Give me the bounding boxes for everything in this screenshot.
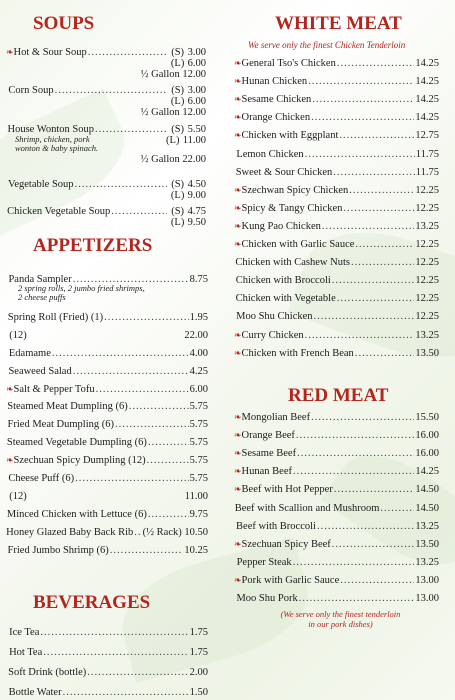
item-name: Chicken with French Bean [241,347,354,359]
menu-item-row [234,147,439,162]
item-price: 14.50 [415,484,439,496]
menu-item-row [234,309,439,324]
leader-dots [351,255,414,270]
item-name: House Wonton Soup [7,123,94,135]
leader-dots [333,165,415,180]
menu-item-row [6,188,206,203]
item-price: 4.25 [189,365,208,377]
item-price: 12.25 [415,293,439,305]
menu-item-row [6,489,208,504]
menu-item-row [6,328,208,343]
item-price: 4.50 [187,179,206,191]
leader-dots [110,543,184,558]
chili-pepper-icon: ❧ [234,58,242,68]
item-name: Sweet & Sour Chicken [235,166,333,178]
item-name: Chicken Vegetable Soup [7,205,111,217]
menu-item-row [234,56,439,71]
item-size: (L) [170,190,185,201]
item-size: (S) [171,205,185,217]
menu-item-row [6,525,208,540]
menu-item-row [234,219,439,234]
item-price: 11.00 [182,134,206,146]
item-price: 14.25 [415,58,439,69]
menu-item-row [234,255,439,270]
item-name: Beef with Hot Pepper [241,484,333,496]
item-price: 16.00 [415,448,439,460]
item-price: 6.00 [187,57,206,69]
item-name: Steamed Vegetable Dumpling (6) [6,437,147,449]
pork-note: (We serve only the finest tenderloin in our pork dishes) [280,609,401,629]
item-price: 13.50 [415,347,439,359]
menu-item-row [6,507,208,522]
chili-pepper-icon: ❧ [234,466,242,477]
sampler-description: 2 spring rolls, 2 jumbo fried shrimps, 2 cheese puffs [18,283,145,302]
item-price: 11.75 [415,166,439,178]
item-price: 6.00 [187,96,206,108]
item-price: 13.25 [415,329,439,341]
beverages-heading: BEVERAGES [33,592,151,613]
menu-item-row [6,685,208,700]
leader-dots [75,471,189,486]
item-name: Szechuan Spicy Dumpling (12) [13,455,146,467]
item-price: 12.25 [415,239,439,250]
menu-item-row [6,625,208,640]
menu-item-row [234,92,439,107]
leader-dots [134,525,141,540]
menu-item-row [6,471,208,486]
leader-dots [293,555,415,570]
item-name: Beef with Scallion and Mushroom [234,502,380,514]
leader-dots [129,399,189,414]
leader-dots [311,110,414,125]
item-price: 12.25 [415,184,439,196]
item-price: 13.00 [415,574,439,586]
chili-pepper-icon: ❧ [234,76,242,87]
item-name: Hunan Beef [241,466,292,478]
item-name: Mongolian Beef [241,412,311,423]
item-price: 13.50 [415,538,439,550]
menu-item-row [6,310,208,325]
item-name: Soft Drink (bottle) [8,667,87,678]
item-price: 5.75 [189,401,208,413]
menu-item-row [6,346,208,361]
menu-item-row [234,428,439,443]
item-name: Curry Chicken [241,329,304,341]
wonton-description: Shrimp, chicken, pork wonton & baby spinach. [15,134,99,153]
menu-item-row [6,364,208,379]
menu-item-row [6,152,206,167]
menu-item-row [234,328,439,343]
leader-dots [334,482,415,497]
item-size: (L) [170,96,185,108]
menu-item-row [234,464,439,479]
item-name: Spring Roll (Fried) (1) [7,311,104,323]
menu-item-row [234,74,439,89]
menu-item-row [234,519,439,534]
item-name: Corn Soup [8,85,54,97]
chili-pepper-icon: ❧ [234,538,242,549]
chili-pepper-icon: ❧ [6,455,14,466]
item-price: 1.75 [189,627,208,638]
item-size: (S) [171,179,185,191]
item-name: General Tso's Chicken [241,58,336,69]
leader-dots [312,92,414,107]
item-price: 1.50 [189,687,208,698]
chili-pepper-icon: ❧ [234,412,242,422]
item-price: ½ Gallon 12.00 [140,107,206,118]
leader-dots [296,428,414,443]
item-size: (L) [170,57,185,69]
menu-item-row [6,382,208,397]
chili-pepper-icon: ❧ [234,239,242,249]
item-price: 9.00 [187,190,206,201]
item-price: 13.25 [415,520,439,532]
item-name: Honey Glazed Baby Back Rib [6,526,134,538]
item-name: Chicken with Vegetable [235,293,336,305]
item-size: (L) [166,134,180,146]
leader-dots [332,273,415,288]
leader-dots [52,346,189,361]
menu-item-row [234,537,439,552]
white-meat-subtitle: We serve only the finest Chicken Tenderloin [248,40,406,50]
item-name: Szechwan Spicy Chicken [241,184,349,196]
leader-dots [355,237,414,252]
item-price: 14.25 [415,112,439,124]
item-name: Fried Jumbo Shrimp (6) [7,544,109,556]
item-price: 12.25 [415,275,439,287]
white-meat-heading: WHITE MEAT [275,13,402,34]
menu-item-row [234,273,439,288]
menu-item-row [234,446,439,461]
item-price: 3.00 [187,47,206,58]
menu-item-row [234,346,439,361]
item-price: 11.00 [184,490,208,502]
item-price: 5.75 [189,455,208,467]
leader-dots [297,446,414,461]
item-name: Chicken with Cashew Nuts [235,257,350,269]
item-name: Pork with Garlic Sauce [241,574,340,586]
chili-pepper-icon: ❧ [234,94,242,105]
item-price: 4.00 [189,347,208,359]
leader-dots [63,685,189,700]
item-name: Szechuan Spicy Beef [241,538,331,550]
item-name: Moo Shu Pork [236,593,298,604]
leader-dots [314,309,415,324]
menu-item-row [234,237,439,252]
item-size: (S) [171,85,185,97]
item-price: 9.50 [187,216,206,228]
item-price: 5.75 [189,437,208,449]
item-name: Spicy & Tangy Chicken [241,202,343,214]
item-name: Chicken with Garlic Sauce [241,239,355,250]
item-size: (L) [170,216,185,228]
leader-dots [73,364,189,379]
menu-item-row [234,165,439,180]
menu-item-row [6,105,206,120]
menu-item-row [234,291,439,306]
item-price: 1.95 [189,311,208,323]
item-price: 16.00 [415,430,439,442]
item-price: 12.25 [415,202,439,214]
item-price: 1.75 [189,647,208,658]
soups-heading: SOUPS [33,13,95,34]
item-price: 12.25 [415,257,439,269]
chili-pepper-icon: ❧ [234,329,242,340]
menu-item-row [234,555,439,570]
item-name: Edamame [8,347,51,359]
leader-dots [104,310,188,325]
item-name: Kung Pao Chicken [241,220,321,232]
leader-dots [337,291,415,306]
item-price: 22.00 [184,329,208,341]
leader-dots [87,665,188,680]
leader-dots [349,183,414,198]
chili-pepper-icon: ❧ [234,130,242,141]
item-name: Chicken with Broccoli [235,275,331,287]
menu-item-row [234,482,439,497]
item-name: Chicken with Eggplant [241,130,339,142]
appetizers-heading: APPETIZERS [33,235,153,256]
item-name: Sesame Chicken [241,94,312,106]
item-name: Orange Beef [241,430,295,442]
leader-dots [43,645,188,660]
item-price: 14.50 [415,502,439,514]
item-size: (S) [171,123,185,135]
item-price: 4.75 [187,205,206,217]
item-price: 10.25 [184,544,208,556]
leader-dots [355,346,415,361]
item-name: Steamed Meat Dumpling (6) [7,401,128,413]
leader-dots [147,453,189,468]
item-price: 5.75 [189,473,208,484]
leader-dots [332,537,415,552]
chili-pepper-icon: ❧ [234,347,242,358]
item-name: Hunan Chicken [241,76,308,88]
item-price: 12.75 [415,130,439,142]
chili-pepper-icon: ❧ [234,484,242,495]
menu-item-row [6,67,206,82]
leader-dots [148,435,189,450]
item-price: ½ Gallon 12.00 [140,68,206,80]
item-price: 14.25 [415,76,439,88]
item-name: Hot Tea [9,647,43,658]
item-name: Lemon Chicken [236,148,304,160]
leader-dots [311,410,414,425]
menu-item-row [6,417,208,432]
item-price: 8.75 [189,274,208,285]
menu-item-row [6,435,208,450]
leader-dots [305,328,415,343]
item-size: (S) [171,47,185,58]
chili-pepper-icon: ❧ [6,47,14,57]
red-meat-heading: RED MEAT [288,385,389,406]
item-name: (12) [9,329,27,341]
menu-item-row [6,645,208,660]
leader-dots [293,464,414,479]
item-price: 5.75 [189,419,208,431]
item-price: 3.00 [187,85,206,97]
item-name: Ice Tea [9,627,40,638]
chili-pepper-icon: ❧ [234,430,242,441]
menu-item-row [234,128,439,143]
item-price: 12.25 [415,311,439,323]
leader-dots [308,74,414,89]
menu-item-row [234,501,439,516]
menu-item-row [6,543,208,558]
leader-dots [343,201,414,216]
item-name: (12) [9,490,27,502]
leader-dots [115,417,189,432]
menu-item-row [6,399,208,414]
item-price: 2.00 [189,667,208,678]
menu-item-row [6,215,206,230]
item-price: ½ Gallon 22.00 [140,154,206,166]
item-price: (½ Rack) 10.50 [142,526,208,538]
chili-pepper-icon: ❧ [234,448,242,459]
item-price: 9.75 [189,508,208,520]
item-price: 6.00 [189,383,208,395]
item-price: 13.00 [415,593,439,604]
chili-pepper-icon: ❧ [6,383,14,394]
chili-pepper-icon: ❧ [234,220,242,231]
leader-dots [340,573,414,588]
chili-pepper-icon: ❧ [234,112,242,123]
item-price: 5.50 [187,123,206,135]
menu-item-row [234,183,439,198]
item-name: Vegetable Soup [7,179,74,191]
menu-item-row [234,201,439,216]
chili-pepper-icon: ❧ [234,574,242,585]
leader-dots [299,591,415,606]
leader-dots [339,128,414,143]
chili-pepper-icon: ❧ [234,202,242,213]
item-price: 13.25 [415,220,439,232]
chili-pepper-icon: ❧ [234,184,242,195]
leader-dots [337,56,415,71]
menu-item-row [234,591,439,606]
item-name: Fried Meat Dumpling (6) [7,419,114,431]
item-price: 13.25 [415,556,439,568]
item-name: Pepper Steak [236,556,292,568]
item-name: Beef with Broccoli [236,520,316,532]
item-name: Orange Chicken [241,112,311,124]
menu-item-row [234,410,439,425]
item-name: Hot & Sour Soup [13,47,87,58]
leader-dots [96,382,189,397]
leader-dots [380,501,414,516]
leader-dots [305,147,415,162]
item-name: Salt & Pepper Tofu [13,383,95,395]
item-price: 14.25 [415,94,439,106]
item-name: Bottle Water [8,687,62,698]
item-name: Minced Chicken with Lettuce (6) [6,508,147,520]
menu-item-row [6,453,208,468]
item-name: Panda Sampler [8,274,72,285]
item-price: 11.75 [415,148,439,160]
leader-dots [148,507,189,522]
leader-dots [322,219,415,234]
menu-item-row [234,110,439,125]
item-name: Cheese Puff (6) [8,473,75,484]
leader-dots [317,519,414,534]
menu-item-row [234,573,439,588]
menu-item-row [6,665,208,680]
leader-dots [40,625,188,640]
item-name: Sesame Beef [241,448,297,460]
item-price: 15.50 [415,412,439,423]
item-price: 14.25 [415,466,439,478]
item-name: Moo Shu Chicken [236,311,313,323]
item-name: Seaweed Salad [8,365,72,377]
